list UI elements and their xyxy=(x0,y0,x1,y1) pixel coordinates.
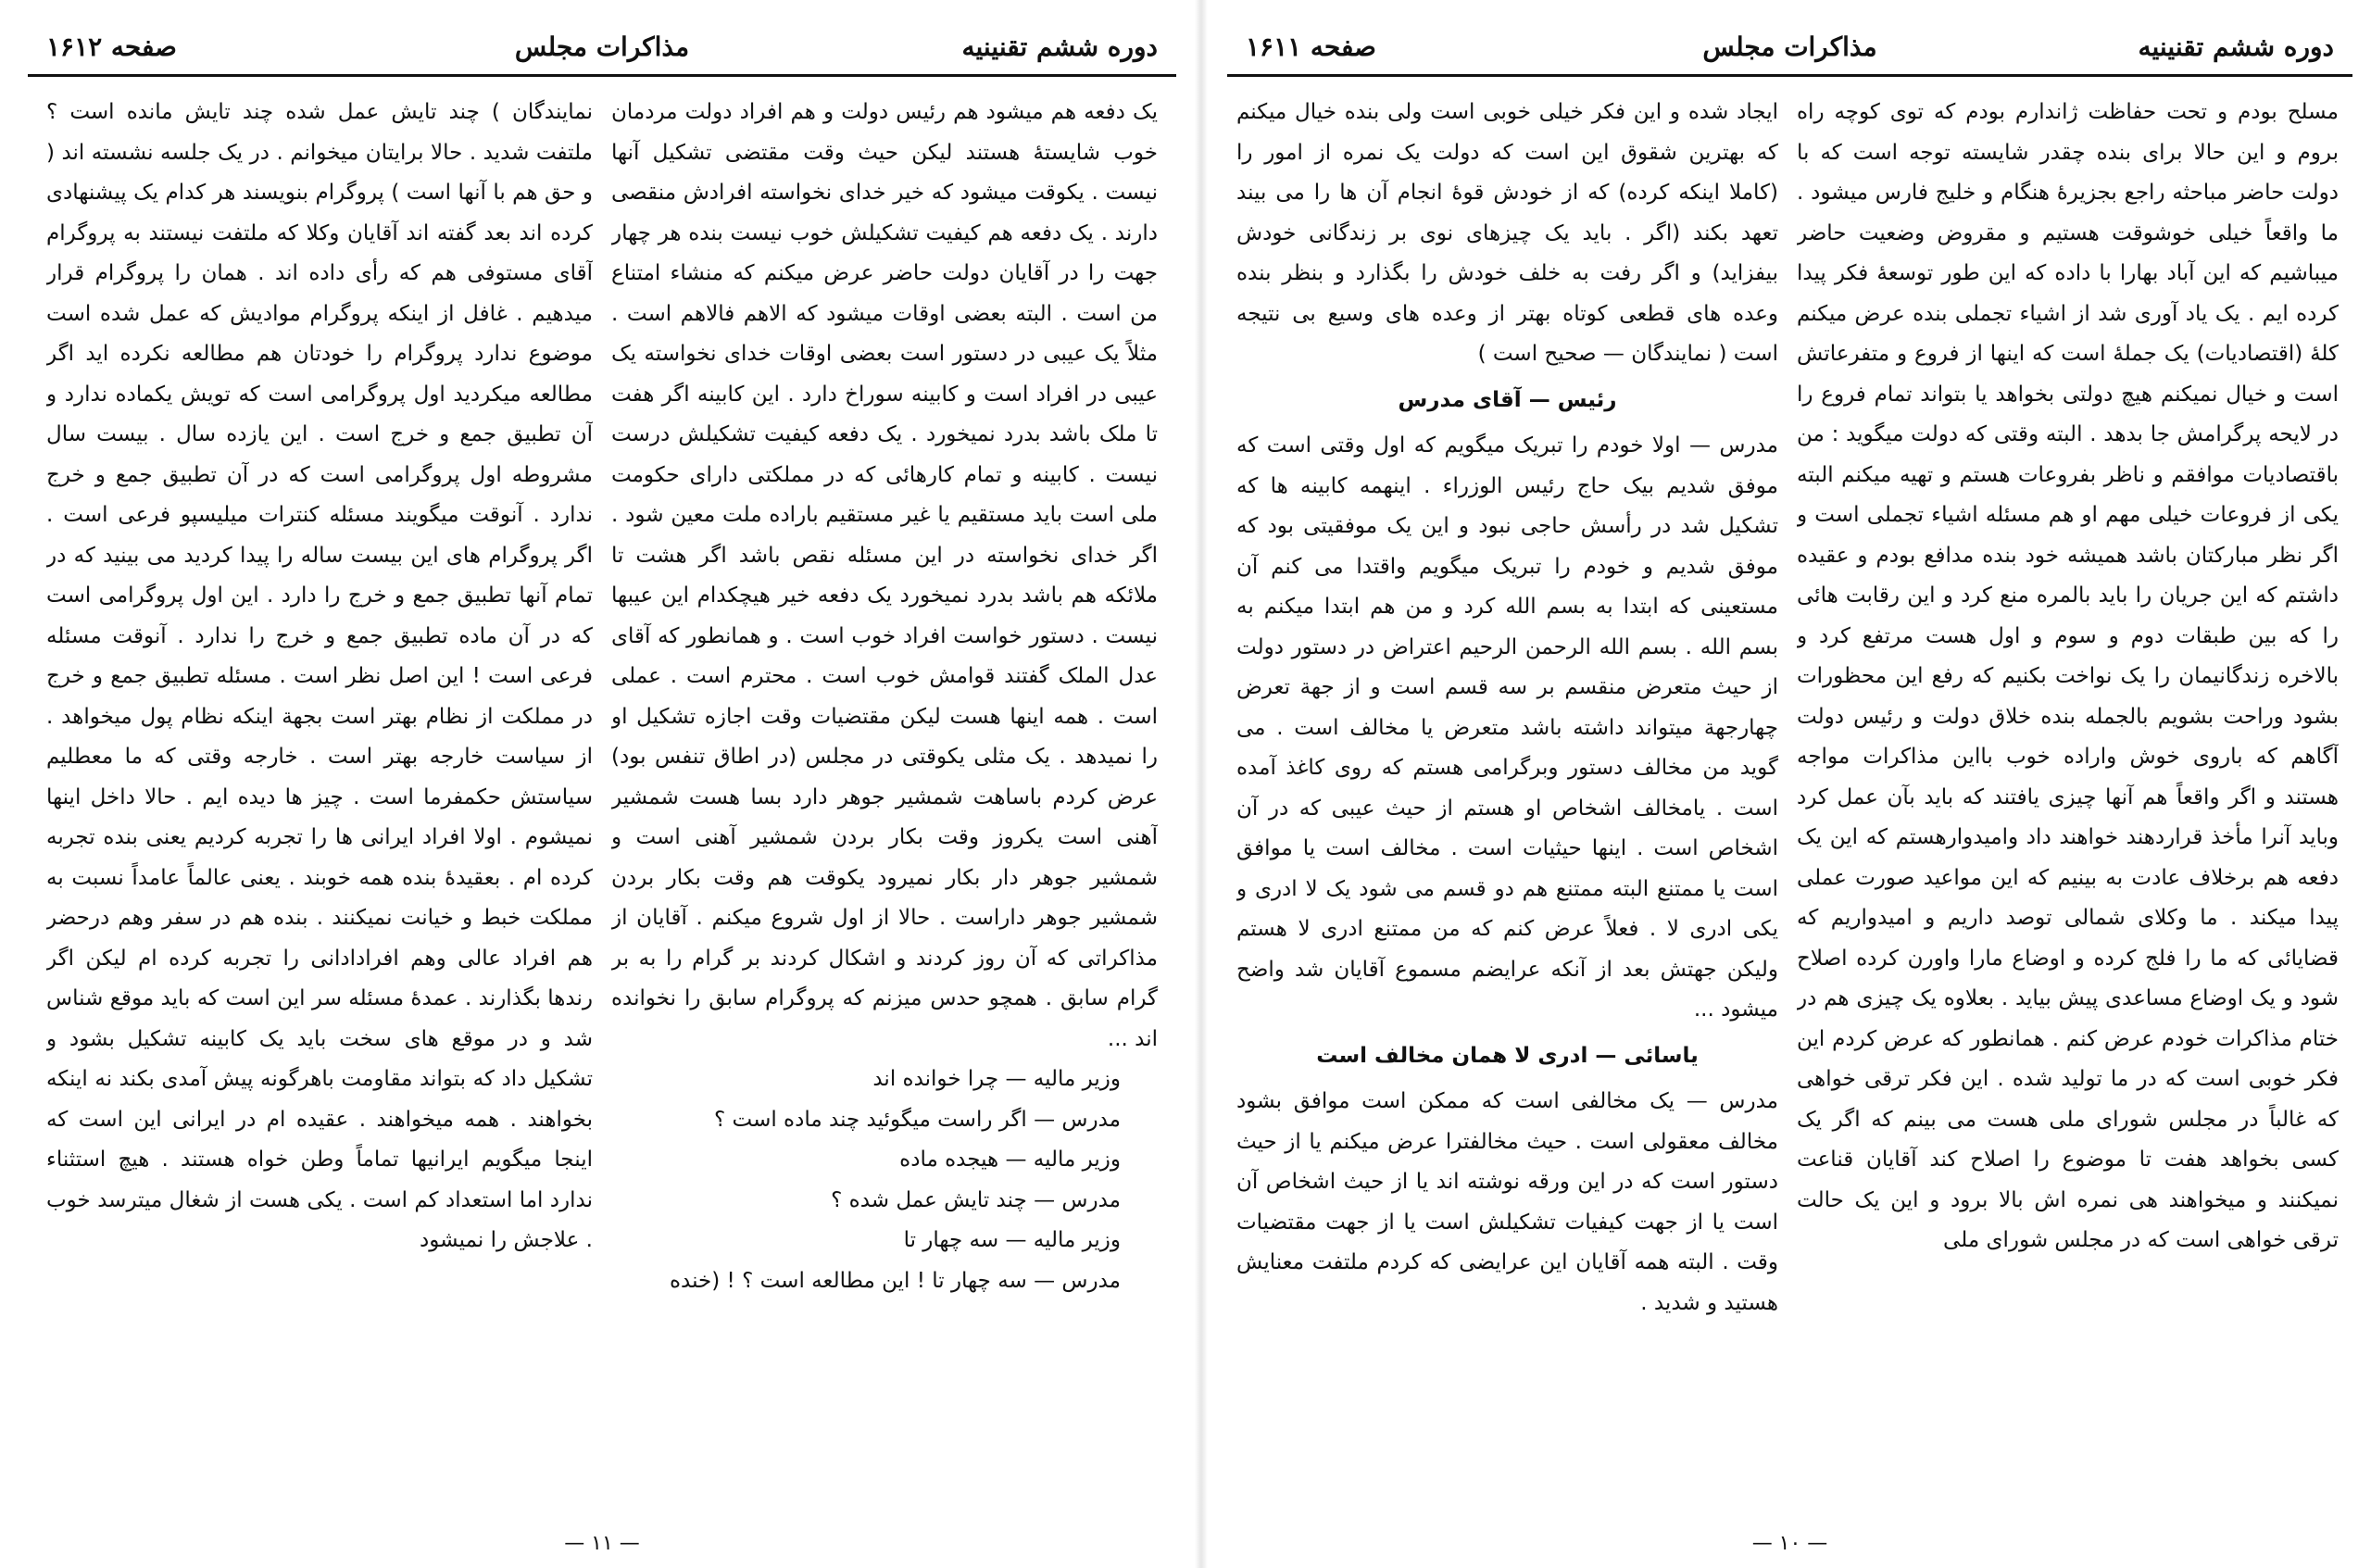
paragraph: ایجاد شده و این فکر خیلی خوبی است ولی بنده خیال میکنم که بهترین شقوق این است که دولت یک نمره از امور را (کاملا اینکه کرده) که از خودش قوهٔ انجام آن ها را می بیند تعهد بکند (اگر . باید یک چیزهای نوی بر زندگانی خودش بیفزاید) و اگر رفت به خلف خودش را بگذارد و بنظر بنده وعده های قطعی کوتاه بهتر از وعده های وسیع بی نتیجه است ( نمایندگان — صحیح است ) xyxy=(1236,100,1778,366)
gutter xyxy=(1195,0,1208,1568)
dialogue-line: مدرس — اگر راست میگوئید چند ماده است ؟ xyxy=(713,1107,1121,1132)
left-page-title: مذاکرات مجلس xyxy=(514,31,690,62)
right-page-title: مذاکرات مجلس xyxy=(1702,31,1877,62)
dialogue-line: وزیر مالیه — سه چهار تا xyxy=(903,1228,1121,1252)
speaker-heading: رئیس — آقای مدرس xyxy=(1398,387,1617,412)
left-folio: — ۱۱ — xyxy=(564,1532,640,1555)
paragraph: نمایندگان ) چند تایش عمل شده چند تایش مانده است ؟ ملتفت شدید . حالا برایتان میخوانم . در یک جلسه نشسته اند ( و حق هم با آنها است ) پروگرام بنویسند هر کدام یک پیشنهادی کرده اند بعد گفته اند آقایان وکلا که ملتفت نیستند به پروگرام آقای مستوفی هم که رأی داده اند . همان را پروگرام قرار میدهیم . غافل از اینکه پروگرام موادیش که عمل شده است موضوع ندارد پروگرام را خودتان هم مطالعه نکرده اید اگر مطالعه میکردید اول پروگرامی است که تویش یکماده ندارد و آن تطبیق جمع و خرج است . این یازده سال . بیست سال مشروطه اول پروگرامی است که در آن تطبیق جمع و خرج ندارد . آنوقت میگویند مسئله کنترات میلیسپو فرعی است . اگر پروگرام های این بیست ساله را پیدا کردید می بینید که در تمام آنها تطبیق جمع و خرج را دارد . این اول پروگرامی است که در آن ماده تطبیق جمع و خرج را ندارد . آنوقت مسئله فرعی است ! این اصل نظر است . مسئله تطبیق جمع و خرج در مملکت از نظام بهتر است بجهة اینکه نظام پول میخواهد . از سیاست خارجه بهتر است . خارجه وقتی که ما معطلیم سیاستش حکمفرما است . چیز ها دیده ایم . حالا داخل اینها نمیشوم . اولا افراد ایرانی ها را تجربه کردیم یعنی بنده تجربه کرده ام . بعقیدهٔ بنده همه خوبند . یعنی عالماً عامداً نسبت به مملکت خبط و خیانت نمیکنند . بنده هم در سفر وهم درحضر هم افراد عالی وهم افرادادانی را تجربه کرده ام لیکن اگر رندها بگذارند . عمدهٔ مسئله سر این است که باید موقع شناس شد و در موقع های سخت باید یک کابینه تشکیل بشود و تشکیل داد که بتواند مقاومت باهرگونه پیش آمدی بکند نه اینکه بخواهند . همه میخواهند . عقیده ام در ایرانی این است که اینجا میگویم ایرانیها تماماً وطن خواه هستند . هیچ استثناء ندارد اما استعداد کم است . یکی هست از شغال میترسد خوب . علاجش را نمیشود xyxy=(46,100,593,1252)
right-page-right-column xyxy=(1797,93,2339,1519)
dialogue-line: مدرس — سه چهار تا ! این مطالعه است ؟ ! (خنده xyxy=(669,1268,1121,1293)
right-page xyxy=(1227,0,2352,1568)
right-page-header xyxy=(1227,22,2352,77)
right-page-number: صفحه ۱۶۱۱ xyxy=(1246,31,1376,62)
right-folio: — ۱۰ — xyxy=(1751,1532,1828,1555)
paragraph: مدرس — یک مخالفی است که ممکن است موافق بشود مخالف معقولی است . حیث مخالفترا عرض میکنم یا از حیث دستور است که در این ورقه نوشته اند یا از حیث اشخاص آن است یا از جهت کیفیات تشکیلش است یا از جهت مقتضیات وقت . البته همه آقایان این عرایضی که کردم ملتفت معنایش هستید و شدید . xyxy=(1236,1089,1778,1315)
left-page-header xyxy=(28,22,1176,77)
paragraph: مسلح بودم و تحت حفاظت ژاندارم بودم که توی کوچه راه بروم و این حالا برای بنده چقدر شایسته توجه است که با دولت حاضر مباحثه راجع بجزیرهٔ هنگام و خلیج فارس میشود . ما واقعاً خیلی خوشوقت هستیم و مقروض وضعیت حاضر میباشیم که این آباد بهارا با داده که این طور توسعهٔ فکر پیدا کرده ایم . یک یاد آوری شد از اشیاء تجملی بنده عرض میکنم کلهٔ (اقتصادیات) یک جملهٔ است که اینها از فروع و متفرعاتش است و خیال نمیکنم هیچ دولتی بخواهد یا بتواند تمام فروع را در لایحه پرگرامش جا بدهد . البته وقتی که دولت میگوید : من باقتصادیات موافقم و ناظر بفروعات هستم و تهیه میکنم البته یکی از فروعات خیلی مهم او هم مسئله اشیاء تجملی است و اگر نظر مبارکتان باشد همیشه خود بنده مدافع بودم و عقیده داشتم که این جریان را باید بالمره منع کرد و این رقابت هائی را که بین طبقات دوم و سوم و اول هست مرتفع کرد و بالاخره زندگانیمان را یک نواخت بکنیم که رفع این محظورات بشود وراحت بشویم بالجمله بنده خلاق دولت و رئیس دولت آگاهم که باروی خوش واراده خوب بااین مذاکرات مواجه هستند و اگر واقعاً هم آنها چیزی یافتند که باید بآن عمل کرد وباید آنرا مأخذ قراردهند خواهند داد وامیدوارهستم که این یک دفعه هم برخلاف عادت به بینیم که این مواعید صورت عملی پیدا میکند . ما وکلای شمالی توصد داریم و امیدواریم که قضایائی که ما را فلج کرده و اوضاع مارا واورن کرده اصلاح شود و یک اوضاع مساعدی پیش بیاید . بعلاوه یک چیزی هم در ختام مذاکرات خودم عرض کنم . همانطور که عرض کردم این فکر خوبی است که در ما تولید شده . این فکر ترقی خواهی که غالباً در مجلس شورای ملی هست می بینم که اگر یک کسی بخواهد هفت تا موضوع را اصلاح کند آقایان قناعت نمیکنند و میخواهند هی نمره اش بالا برود و این یک حالت ترقی خواهی است که در مجلس شورای ملی xyxy=(1797,100,2339,1252)
left-page xyxy=(28,0,1176,1568)
paragraph: یک دفعه هم میشود هم رئیس دولت و هم افراد دولت مردمان خوب شایستهٔ هستند لیکن حیث وقت مقتضی تشکیل آنها نیست . یکوقت میشود که خیر خدای نخواسته افرادش منقصی دارند . یک دفعه هم کیفیت تشکیلش خوب نیست بنده هر چهار جهت را در آقایان دولت حاضر عرض میکنم که منشاء امتناع من است . البته بعضی اوقات میشود که الاهم فالاهم است . مثلاً یک عیبی در دستور است بعضی اوقات خدای نخواسته یک عیبی در افراد است و کابینه سوراخ دارد . این کابینه اگر هفت تا ملک باشد بدرد نمیخورد . یک دفعه کیفیت تشکیلش درست نیست . کابینه و تمام کارهائی که در مملکتی دارای حکومت ملی است باید مستقیم یا غیر مستقیم باراده ملت معین شود . اگر خدای نخواسته در این مسئله نقص باشد اگر هشت تا ملائکه هم باشد بدرد نمیخورد یک دفعه خیر هیچکدام این عیبها نیست . دستور خواست افراد خوب است . و همانطور که آقای عدل الملک گفتند قوامش خوب است . محترم است . عملی است . همه اینها هست لیکن مقتضیات وقت اجازه تشکیل او را نمیدهد . یک مثلی یکوقتی در مجلس (در اطاق تنفس بود) عرض کردم باساهت شمشیر جوهر دارد بسا هست شمشیر آهنی است یکروز وقت بکار بردن شمشیر آهنی است و شمشیر جوهر دار بکار نمیرود یکوقت هم وقت بکار بردن شمشیر جوهر داراست . حالا از اول شروع میکنم . آقایان از مذاکراتی که آن روز کردند و اشکال کردند بر گرام را به بر گرام سابق . همچو حدس میزنم که پروگرام سابق را نخوانده اند ... xyxy=(611,100,1158,1051)
left-page-left-column xyxy=(46,93,593,1519)
left-page-number: صفحه ۱۶۱۲ xyxy=(46,31,177,62)
left-page-session: دوره ششم تقنینیه xyxy=(961,31,1158,62)
dialogue-line: وزیر مالیه — هیجده ماده xyxy=(899,1148,1121,1172)
dialogue-line: وزیر مالیه — چرا خوانده اند xyxy=(872,1067,1121,1091)
left-page-right-column xyxy=(611,93,1158,1519)
speaker-heading: یاسائی — ادری لا همان مخالف است xyxy=(1316,1043,1699,1068)
right-page-left-column xyxy=(1236,93,1778,1519)
paragraph: مدرس — اولا خودم را تبریک میگویم که اول وقتی است که موفق شدیم بیک حاج رئیس الوزراء . اینهمه کابینه ها که تشکیل شد در رأسش حاجی نبود و این یک موفقیتی بود که موفق شدیم و خودم را تبریک میگویم واقتدا می کنم آن مستعینی که ابتدا به بسم الله کرد و من هم ابتدا میکنم به بسم الله . بسم الله الرحمن الرحیم اعتراض در دستور دولت از حیث متعرض منقسم بر سه قسم است و از جهة تعرض چهارجهة میتواند داشته باشد متعرض یا مخالف است . می گوید من مخالف دستور وبرگرامی هستم که روی کاغذ آمده است . یامخالف اشخاص او هستم از حیث عیبی که در آن اشخاص است . اینها حیثیات است . مخالف است یا موافق است یا ممتنع البته ممتنع هم دو قسم می شود یک لا ادری و یکی ادری لا . فعلاً عرض کنم که من ممتنع ادری لا هستم ولیکن جهتش بعد از آنکه عرایضم مسموع آقایان شد واضح میشود ... xyxy=(1236,433,1778,1022)
dialogue-line: مدرس — چند تایش عمل شده ؟ xyxy=(831,1187,1121,1212)
right-page-session: دوره ششم تقنینیه xyxy=(2138,31,2334,62)
